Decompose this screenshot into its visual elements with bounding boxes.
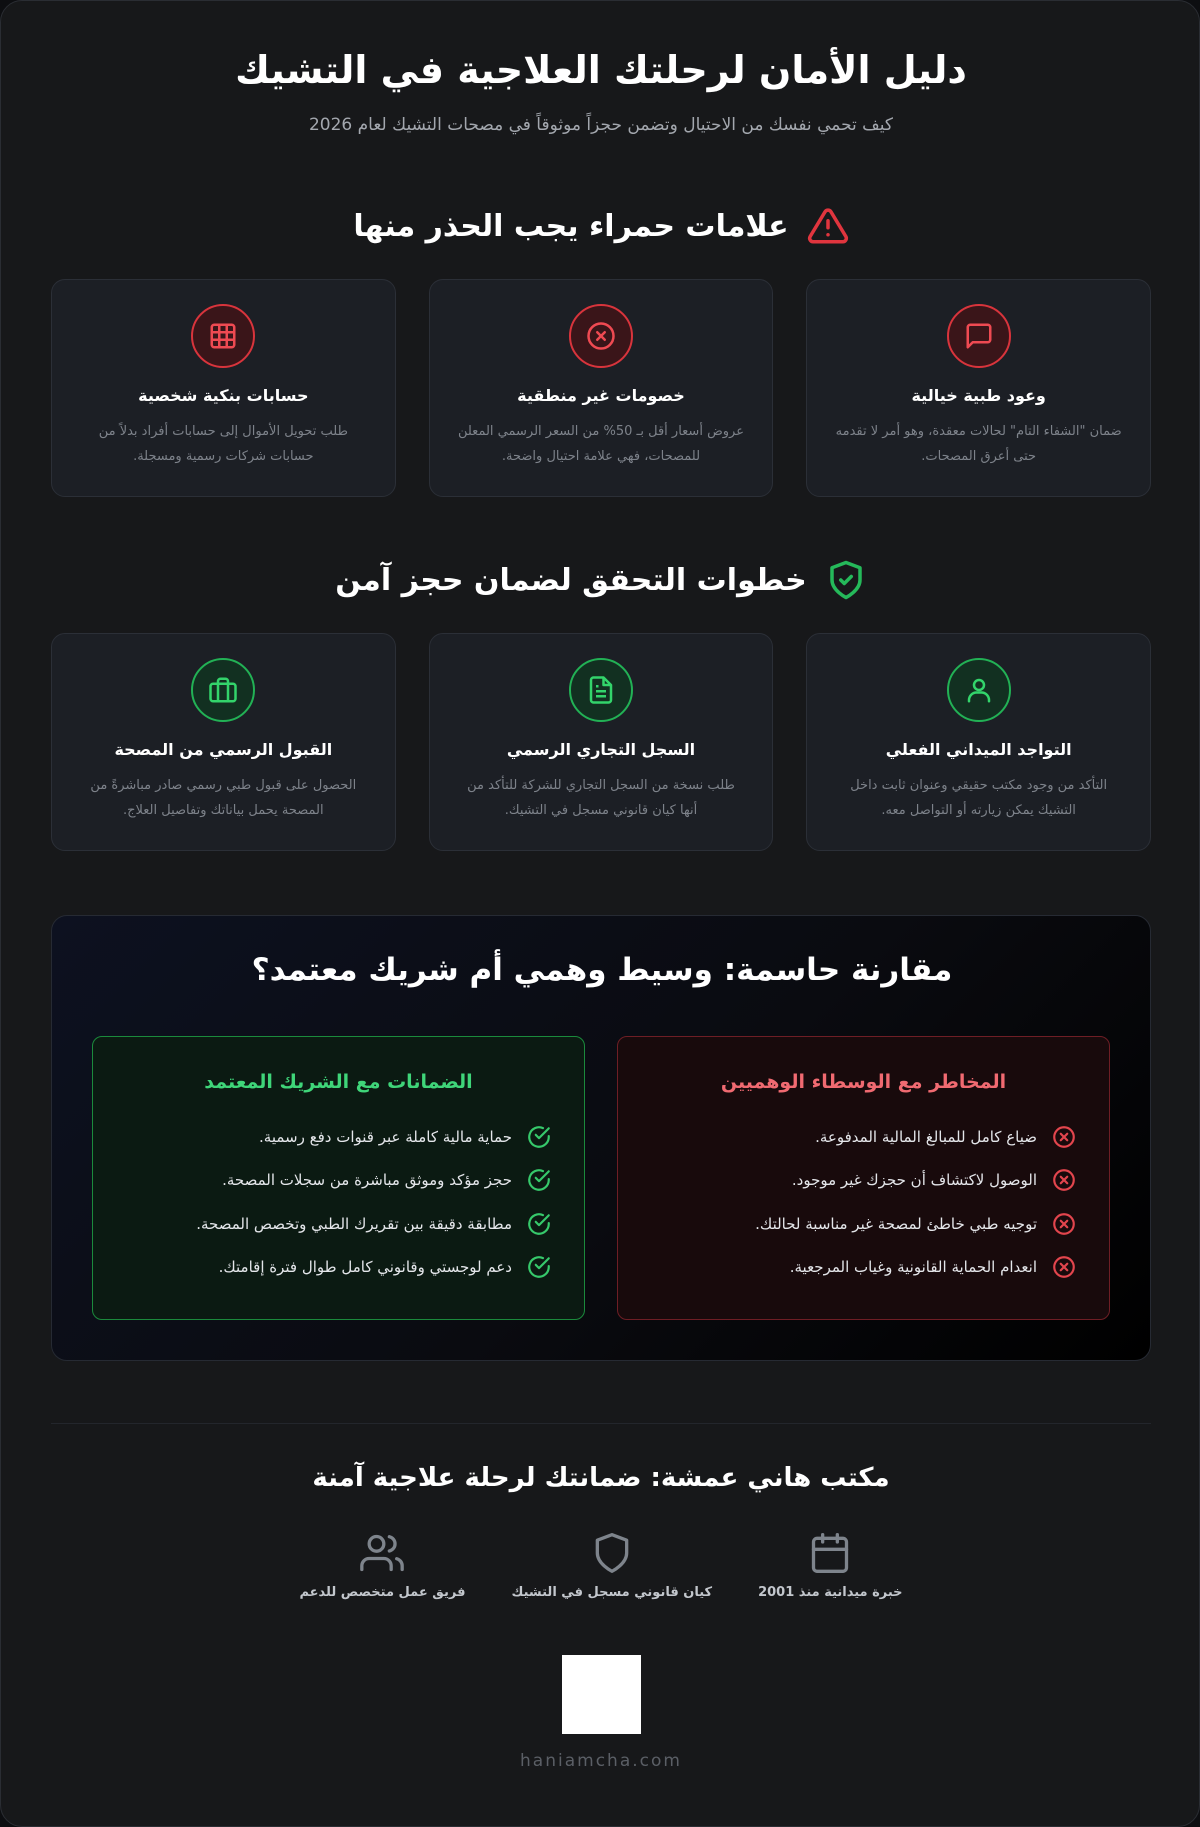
red-flag-card	[51, 279, 396, 497]
red-flag-card	[806, 279, 1151, 497]
guarantee-text: حماية مالية كاملة عبر قنوات دفع رسمية.	[259, 1127, 512, 1146]
guarantee-text: حجز مؤكد وموثق مباشرة من سجلات المصحة.	[222, 1171, 512, 1190]
verify-card	[429, 633, 774, 851]
list-item	[650, 1115, 1077, 1159]
card-title: خصومات غير منطقية	[517, 386, 685, 405]
chat-bubble-icon	[947, 304, 1011, 368]
risk-text: ضياع كامل للمبالغ المالية المدفوعة.	[815, 1127, 1037, 1146]
verify-title: خطوات التحقق لضمان حجز آمن	[335, 562, 807, 598]
shield-check-icon	[825, 559, 867, 601]
card-title: حسابات بنكية شخصية	[138, 386, 309, 405]
risk-text: انعدام الحماية القانونية وغياب المرجعية.	[789, 1258, 1037, 1277]
x-circle-icon	[1051, 1254, 1077, 1280]
card-text: طلب نسخة من السجل التجاري للشركة للتأكد من أنها كيان قانوني مسجل في التشيك.	[467, 778, 735, 818]
check-circle-icon	[526, 1124, 552, 1150]
card-title: القبول الرسمي من المصحة	[114, 740, 333, 759]
site-url[interactable]: haniamcha.com	[520, 1751, 682, 1771]
card-title: السجل التجاري الرسمي	[506, 740, 696, 759]
list-item	[650, 1246, 1077, 1290]
card-text: ضمان "الشفاء التام" لحالات معقدة، وهو أمر لا تقدمه حتى أعرق المصحات.	[835, 424, 1122, 464]
x-circle-icon	[569, 304, 633, 368]
logo	[562, 1655, 641, 1734]
guarantees-title: الضمانات مع الشريك المعتمد	[204, 1071, 473, 1093]
check-circle-icon	[526, 1211, 552, 1237]
warning-triangle-icon	[807, 205, 849, 247]
risks-list	[650, 1115, 1077, 1289]
card-title: وعود طبية خيالية	[911, 386, 1046, 405]
feature-team	[299, 1531, 465, 1600]
calendar-icon	[808, 1531, 852, 1575]
about-title: مكتب هاني عمشة: ضمانتك لرحلة علاجية آمنة	[312, 1463, 890, 1493]
user-icon	[947, 658, 1011, 722]
verify-heading	[1, 559, 1200, 601]
verify-card	[806, 633, 1151, 851]
list-item	[125, 1159, 552, 1203]
x-circle-icon	[1051, 1211, 1077, 1237]
comparison-section	[51, 915, 1151, 1361]
card-text: عروض أسعار أقل بـ 50% من السعر الرسمي المعلن للمصحات، فهي علامة احتيال واضحة.	[457, 424, 744, 464]
card-title: التواجد الميداني الفعلي	[885, 740, 1072, 759]
feature-legal	[511, 1531, 712, 1600]
shield-icon	[590, 1531, 634, 1575]
red-flags-cards	[51, 279, 1151, 497]
red-flags-heading	[1, 205, 1200, 247]
about-features	[1, 1531, 1200, 1600]
card-text: التأكد من وجود مكتب حقيقي وعنوان ثابت داخل التشيك يمكن زيارته أو التواصل معه.	[850, 778, 1108, 818]
guarantees-panel	[92, 1036, 585, 1320]
risks-title: المخاطر مع الوسطاء الوهميين	[720, 1071, 1007, 1093]
feature-label: فريق عمل متخصص للدعم	[299, 1585, 466, 1600]
comparison-title: مقارنة حاسمة: وسيط وهمي أم شريك معتمد؟	[251, 952, 953, 988]
check-circle-icon	[526, 1254, 552, 1280]
x-circle-icon	[1051, 1124, 1077, 1150]
card-text: طلب تحويل الأموال إلى حسابات أفراد بدلاً من حسابات شركات رسمية ومسجلة.	[98, 424, 348, 464]
check-circle-icon	[526, 1167, 552, 1193]
list-item	[650, 1159, 1077, 1203]
briefcase-icon	[191, 658, 255, 722]
page-title: دليل الأمان لرحلتك العلاجية في التشيك	[235, 48, 967, 92]
users-icon	[360, 1531, 404, 1575]
list-item	[650, 1202, 1077, 1246]
document-icon	[569, 658, 633, 722]
risk-text: توجيه طبي خاطئ لمصحة غير مناسبة لحالتك.	[755, 1214, 1037, 1233]
list-item	[125, 1246, 552, 1290]
feature-label: خبرة ميدانية منذ 2001	[758, 1585, 903, 1600]
guarantee-text: مطابقة دقيقة بين تقريرك الطبي وتخصص المصحة.	[196, 1214, 512, 1233]
feature-experience	[758, 1531, 902, 1600]
verify-card	[51, 633, 396, 851]
page-subtitle: كيف تحمي نفسك من الاحتيال وتضمن حجزاً موثوقاً في مصحات التشيك لعام 2026	[308, 115, 893, 135]
grid-icon	[191, 304, 255, 368]
risks-panel	[617, 1036, 1110, 1320]
feature-label: كيان قانوني مسجل في التشيك	[511, 1585, 713, 1600]
verify-cards	[51, 633, 1151, 851]
card-text: الحصول على قبول طبي رسمي صادر مباشرةً من المصحة يحمل بياناتك وتفاصيل العلاج.	[90, 778, 357, 818]
risk-text: الوصول لاكتشاف أن حجزك غير موجود.	[791, 1171, 1037, 1190]
list-item	[125, 1202, 552, 1246]
guarantees-list	[125, 1115, 552, 1289]
list-item	[125, 1115, 552, 1159]
guarantee-text: دعم لوجستي وقانوني كامل طوال فترة إقامتك.	[218, 1258, 512, 1277]
x-circle-icon	[1051, 1167, 1077, 1193]
divider	[51, 1423, 1151, 1424]
red-flag-card	[429, 279, 774, 497]
red-flags-title: علامات حمراء يجب الحذر منها	[353, 208, 789, 244]
